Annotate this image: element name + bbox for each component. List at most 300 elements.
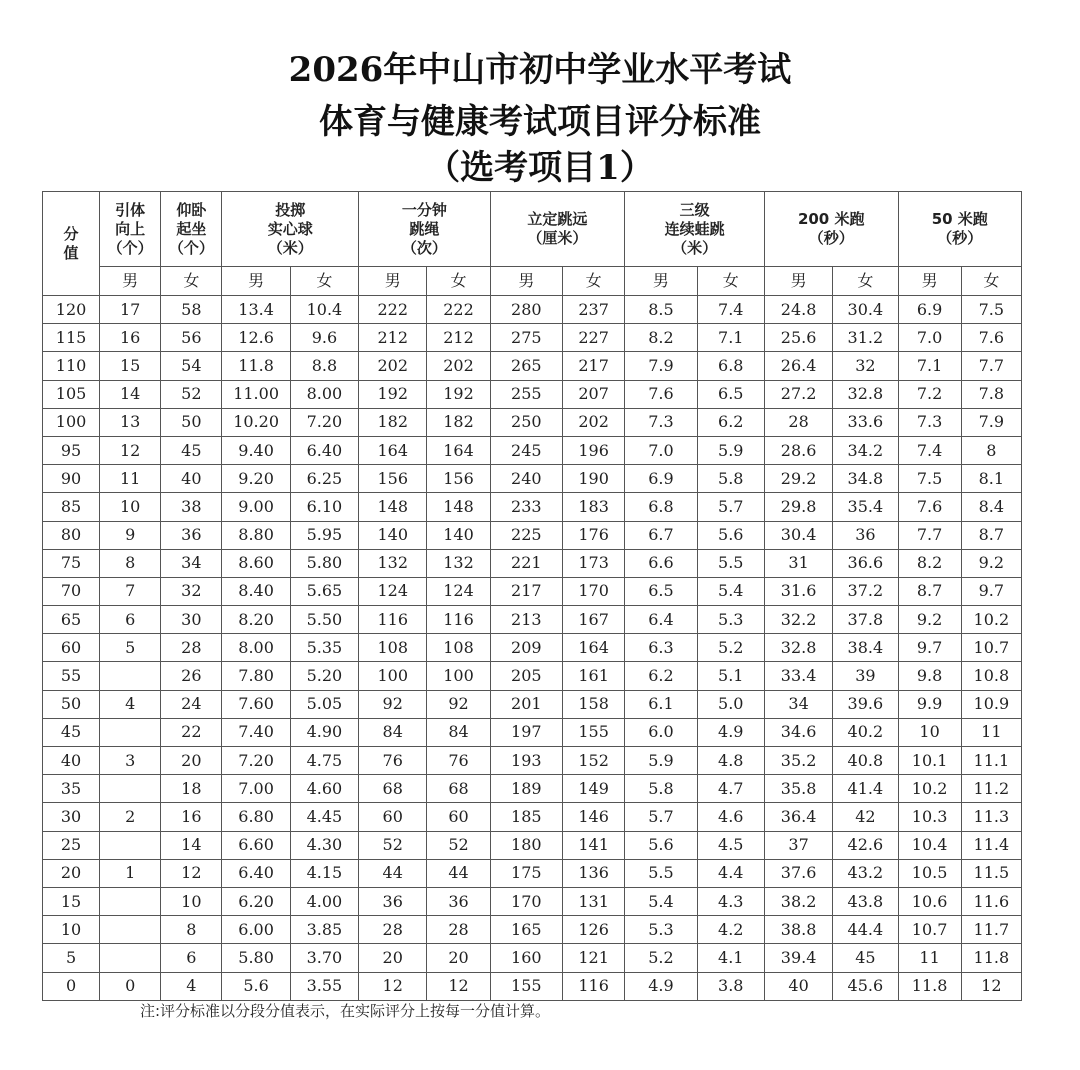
- table-cell: 131: [563, 887, 625, 915]
- table-cell: 5.35: [290, 634, 358, 662]
- table-cell: 180: [490, 831, 562, 859]
- table-row: [43, 916, 1022, 944]
- table-cell: 10.3: [898, 803, 961, 831]
- table-cell: 4.00: [290, 887, 358, 915]
- table-cell: 4.90: [290, 718, 358, 746]
- table-cell: 275: [490, 324, 562, 352]
- table-cell: 213: [490, 606, 562, 634]
- table-cell: 52: [161, 380, 222, 408]
- table-cell: 50: [161, 408, 222, 436]
- table-cell: 36: [359, 887, 427, 915]
- table-cell: 32: [161, 577, 222, 605]
- table-cell: 29.2: [764, 465, 832, 493]
- table-cell: 6.5: [697, 380, 764, 408]
- table-cell: 196: [563, 436, 625, 464]
- table-cell: 32.8: [764, 634, 832, 662]
- table-cell: 6.4: [625, 606, 697, 634]
- table-cell: 8.40: [222, 577, 290, 605]
- table-cell: 3.85: [290, 916, 358, 944]
- table-cell: 27.2: [764, 380, 832, 408]
- table-cell: 9.2: [961, 549, 1021, 577]
- table-row: [43, 606, 1022, 634]
- table-cell: 5.5: [625, 859, 697, 887]
- table-cell: 10.2: [898, 775, 961, 803]
- table-cell: 7.9: [625, 352, 697, 380]
- table-cell: 5.6: [222, 972, 290, 1000]
- table-row: [43, 324, 1022, 352]
- table-cell: 9.6: [290, 324, 358, 352]
- table-cell: 26: [161, 662, 222, 690]
- table-cell: 250: [490, 408, 562, 436]
- table-cell: [100, 662, 161, 690]
- table-cell: 9.2: [898, 606, 961, 634]
- table-cell: 37.2: [833, 577, 898, 605]
- table-cell: 167: [563, 606, 625, 634]
- table-cell: 5.4: [625, 887, 697, 915]
- table-cell: 4: [161, 972, 222, 1000]
- table-cell: 24.8: [764, 296, 832, 324]
- table-cell: 8.00: [222, 634, 290, 662]
- table-cell: 5.6: [625, 831, 697, 859]
- table-cell: 43.2: [833, 859, 898, 887]
- table-cell: 14: [161, 831, 222, 859]
- table-cell: 39: [833, 662, 898, 690]
- table-cell: 116: [359, 606, 427, 634]
- table-cell: 5.9: [625, 747, 697, 775]
- table-cell: 37: [764, 831, 832, 859]
- table-row: [43, 747, 1022, 775]
- table-cell: 5.20: [290, 662, 358, 690]
- table-cell: 25.6: [764, 324, 832, 352]
- document-title-line3: （选考项目1）: [426, 148, 654, 188]
- gender-frog-female: 女: [697, 267, 764, 296]
- table-row: [43, 296, 1022, 324]
- table-cell: 6.40: [222, 859, 290, 887]
- table-cell: [100, 831, 161, 859]
- table-cell: 11.2: [961, 775, 1021, 803]
- table-cell: 26.4: [764, 352, 832, 380]
- table-cell: 16: [100, 324, 161, 352]
- table-cell: 10.2: [961, 606, 1021, 634]
- table-cell: 39.4: [764, 944, 832, 972]
- table-cell: 5.50: [290, 606, 358, 634]
- table-cell: 60: [43, 634, 100, 662]
- table-cell: 35: [43, 775, 100, 803]
- table-cell: 6.9: [625, 465, 697, 493]
- table-cell: 31.2: [833, 324, 898, 352]
- table-cell: 40: [161, 465, 222, 493]
- table-cell: 155: [490, 972, 562, 1000]
- table-cell: 7.6: [625, 380, 697, 408]
- table-cell: 121: [563, 944, 625, 972]
- table-cell: 10.4: [290, 296, 358, 324]
- table-cell: 192: [359, 380, 427, 408]
- table-cell: 3.70: [290, 944, 358, 972]
- table-cell: 4.6: [697, 803, 764, 831]
- table-cell: 5.6: [697, 521, 764, 549]
- scoring-table: [42, 191, 1022, 1001]
- table-row: [43, 859, 1022, 887]
- table-cell: 18: [161, 775, 222, 803]
- table-cell: 4.15: [290, 859, 358, 887]
- table-cell: 7.40: [222, 718, 290, 746]
- table-cell: 126: [563, 916, 625, 944]
- table-cell: 30.4: [833, 296, 898, 324]
- table-cell: 164: [427, 436, 490, 464]
- table-cell: 52: [427, 831, 490, 859]
- table-cell: 33.4: [764, 662, 832, 690]
- table-cell: 8.80: [222, 521, 290, 549]
- table-cell: 100: [43, 408, 100, 436]
- table-cell: 7.4: [697, 296, 764, 324]
- table-cell: 152: [563, 747, 625, 775]
- gender-jump-male: 男: [490, 267, 562, 296]
- table-cell: 5.80: [290, 549, 358, 577]
- table-cell: 148: [359, 493, 427, 521]
- table-row: [43, 718, 1022, 746]
- table-cell: 6.0: [625, 718, 697, 746]
- table-cell: 11.8: [898, 972, 961, 1000]
- table-cell: 149: [563, 775, 625, 803]
- table-cell: 52: [359, 831, 427, 859]
- table-cell: 6.60: [222, 831, 290, 859]
- table-cell: 207: [563, 380, 625, 408]
- table-cell: 160: [490, 944, 562, 972]
- table-cell: 54: [161, 352, 222, 380]
- document-title-line2: 体育与健康考试项目评分标准: [319, 102, 761, 142]
- table-cell: 34.6: [764, 718, 832, 746]
- table-cell: 5.7: [625, 803, 697, 831]
- table-cell: 20: [43, 859, 100, 887]
- header-50m-run: 50 米跑 （秒）: [898, 192, 1022, 267]
- table-cell: 12: [100, 436, 161, 464]
- table-cell: 148: [427, 493, 490, 521]
- table-cell: 155: [563, 718, 625, 746]
- table-cell: 202: [427, 352, 490, 380]
- header-standing-long-jump: 立定跳远 （厘米）: [490, 192, 625, 267]
- table-cell: 255: [490, 380, 562, 408]
- table-cell: 10.20: [222, 408, 290, 436]
- table-cell: 85: [43, 493, 100, 521]
- table-cell: 35.2: [764, 747, 832, 775]
- table-cell: 33.6: [833, 408, 898, 436]
- table-cell: 6.7: [625, 521, 697, 549]
- table-row: [43, 831, 1022, 859]
- table-row: [43, 436, 1022, 464]
- table-cell: 28: [359, 916, 427, 944]
- table-cell: 7: [100, 577, 161, 605]
- table-cell: 11.6: [961, 887, 1021, 915]
- table-cell: 11.00: [222, 380, 290, 408]
- table-cell: 90: [43, 465, 100, 493]
- gender-200m-female: 女: [833, 267, 898, 296]
- table-cell: 6.8: [697, 352, 764, 380]
- table-cell: 6.20: [222, 887, 290, 915]
- table-cell: 92: [427, 690, 490, 718]
- table-cell: 6.1: [625, 690, 697, 718]
- table-row: [43, 352, 1022, 380]
- table-cell: 39.6: [833, 690, 898, 718]
- table-cell: 40: [43, 747, 100, 775]
- table-cell: 9.9: [898, 690, 961, 718]
- table-cell: 84: [359, 718, 427, 746]
- header-frog-jump: 三级 连续蛙跳 （米）: [625, 192, 765, 267]
- table-cell: 4.4: [697, 859, 764, 887]
- table-cell: 105: [43, 380, 100, 408]
- table-cell: 9.7: [961, 577, 1021, 605]
- footnote: 注:评分标准以分段分值表示，在实际评分上按每一分值计算。: [140, 1002, 551, 1020]
- table-cell: 10.8: [961, 662, 1021, 690]
- table-cell: 100: [427, 662, 490, 690]
- table-cell: 8: [161, 916, 222, 944]
- table-cell: 44: [427, 859, 490, 887]
- table-cell: 212: [427, 324, 490, 352]
- table-cell: 7.00: [222, 775, 290, 803]
- table-cell: 222: [359, 296, 427, 324]
- table-cell: 12: [359, 972, 427, 1000]
- table-cell: 7.2: [898, 380, 961, 408]
- table-row: [43, 972, 1022, 1000]
- table-cell: 9: [100, 521, 161, 549]
- table-cell: 36: [427, 887, 490, 915]
- table-cell: 237: [563, 296, 625, 324]
- table-cell: 173: [563, 549, 625, 577]
- table-cell: 5.1: [697, 662, 764, 690]
- table-cell: 38: [161, 493, 222, 521]
- table-cell: 7.9: [961, 408, 1021, 436]
- table-cell: 100: [359, 662, 427, 690]
- table-cell: 185: [490, 803, 562, 831]
- table-cell: 6.25: [290, 465, 358, 493]
- table-cell: 7.4: [898, 436, 961, 464]
- table-cell: 5.65: [290, 577, 358, 605]
- table-cell: 11.5: [961, 859, 1021, 887]
- table-cell: 38.8: [764, 916, 832, 944]
- table-cell: 6.2: [697, 408, 764, 436]
- table-cell: 30: [43, 803, 100, 831]
- table-cell: 7.6: [961, 324, 1021, 352]
- table-cell: 7.20: [290, 408, 358, 436]
- table-cell: 6.80: [222, 803, 290, 831]
- table-cell: 4.2: [697, 916, 764, 944]
- gender-pullup-male: 男: [100, 267, 161, 296]
- table-cell: 176: [563, 521, 625, 549]
- table-cell: 4.30: [290, 831, 358, 859]
- table-cell: 202: [563, 408, 625, 436]
- table-cell: 10: [898, 718, 961, 746]
- gender-ball-female: 女: [290, 267, 358, 296]
- table-cell: 4.60: [290, 775, 358, 803]
- table-cell: 10.5: [898, 859, 961, 887]
- table-cell: 13: [100, 408, 161, 436]
- table-cell: 68: [359, 775, 427, 803]
- table-cell: 6.9: [898, 296, 961, 324]
- table-cell: 36: [161, 521, 222, 549]
- table-cell: [100, 887, 161, 915]
- table-cell: 221: [490, 549, 562, 577]
- table-cell: 7.3: [898, 408, 961, 436]
- table-cell: 8: [100, 549, 161, 577]
- table-cell: 7.5: [898, 465, 961, 493]
- table-cell: 5.5: [697, 549, 764, 577]
- table-cell: 5.7: [697, 493, 764, 521]
- table-row: [43, 634, 1022, 662]
- table-cell: 5.4: [697, 577, 764, 605]
- table-cell: 5: [43, 944, 100, 972]
- table-cell: 92: [359, 690, 427, 718]
- table-cell: 36.6: [833, 549, 898, 577]
- gender-rope-female: 女: [427, 267, 490, 296]
- table-cell: 8.60: [222, 549, 290, 577]
- table-cell: 10.6: [898, 887, 961, 915]
- table-cell: 158: [563, 690, 625, 718]
- table-cell: 55: [43, 662, 100, 690]
- table-cell: 11: [961, 718, 1021, 746]
- header-row: [43, 192, 1022, 267]
- table-cell: 8.2: [625, 324, 697, 352]
- table-cell: 6: [100, 606, 161, 634]
- table-cell: 35.4: [833, 493, 898, 521]
- table-cell: 164: [563, 634, 625, 662]
- table-cell: 4.9: [625, 972, 697, 1000]
- table-cell: 9.7: [898, 634, 961, 662]
- table-cell: 7.7: [961, 352, 1021, 380]
- gender-frog-male: 男: [625, 267, 697, 296]
- table-cell: 45: [161, 436, 222, 464]
- table-cell: 36: [833, 521, 898, 549]
- header-medicine-ball: 投掷 实心球 （米）: [222, 192, 359, 267]
- table-cell: 24: [161, 690, 222, 718]
- gender-ball-male: 男: [222, 267, 290, 296]
- table-cell: 7.20: [222, 747, 290, 775]
- table-cell: 280: [490, 296, 562, 324]
- table-cell: 58: [161, 296, 222, 324]
- table-cell: 37.8: [833, 606, 898, 634]
- table-cell: 183: [563, 493, 625, 521]
- table-cell: 190: [563, 465, 625, 493]
- table-cell: 5.3: [697, 606, 764, 634]
- table-cell: 115: [43, 324, 100, 352]
- table-cell: [100, 775, 161, 803]
- table-cell: 5.2: [625, 944, 697, 972]
- table-cell: 3.55: [290, 972, 358, 1000]
- table-cell: 95: [43, 436, 100, 464]
- table-cell: 175: [490, 859, 562, 887]
- table-cell: 116: [427, 606, 490, 634]
- table-cell: 225: [490, 521, 562, 549]
- gender-rope-male: 男: [359, 267, 427, 296]
- table-cell: 170: [490, 887, 562, 915]
- table-cell: 6.00: [222, 916, 290, 944]
- table-cell: 165: [490, 916, 562, 944]
- gender-50m-male: 男: [898, 267, 961, 296]
- table-cell: 30: [161, 606, 222, 634]
- table-cell: 120: [43, 296, 100, 324]
- table-cell: 116: [563, 972, 625, 1000]
- table-cell: 15: [100, 352, 161, 380]
- table-cell: 20: [359, 944, 427, 972]
- table-cell: 11: [898, 944, 961, 972]
- table-cell: 140: [427, 521, 490, 549]
- table-row: [43, 577, 1022, 605]
- table-cell: 5.3: [625, 916, 697, 944]
- table-row: [43, 380, 1022, 408]
- table-cell: 44.4: [833, 916, 898, 944]
- table-cell: 28: [161, 634, 222, 662]
- table-cell: 56: [161, 324, 222, 352]
- table-cell: 40.2: [833, 718, 898, 746]
- table-cell: 7.80: [222, 662, 290, 690]
- table-cell: 20: [161, 747, 222, 775]
- table-cell: 6.40: [290, 436, 358, 464]
- table-cell: 15: [43, 887, 100, 915]
- table-cell: 28.6: [764, 436, 832, 464]
- table-cell: 12.6: [222, 324, 290, 352]
- table-cell: 222: [427, 296, 490, 324]
- table-cell: 45.6: [833, 972, 898, 1000]
- table-cell: 45: [43, 718, 100, 746]
- table-cell: 60: [359, 803, 427, 831]
- gender-50m-female: 女: [961, 267, 1021, 296]
- table-row: [43, 662, 1022, 690]
- table-cell: 75: [43, 549, 100, 577]
- table-cell: 42.6: [833, 831, 898, 859]
- table-cell: 156: [427, 465, 490, 493]
- table-cell: 5: [100, 634, 161, 662]
- table-cell: 40: [764, 972, 832, 1000]
- table-cell: 40.8: [833, 747, 898, 775]
- table-cell: 8.00: [290, 380, 358, 408]
- table-cell: 8.20: [222, 606, 290, 634]
- table-cell: 4.3: [697, 887, 764, 915]
- table-cell: 189: [490, 775, 562, 803]
- table-cell: 9.00: [222, 493, 290, 521]
- table-cell: 170: [563, 577, 625, 605]
- table-cell: 182: [359, 408, 427, 436]
- table-cell: 34.2: [833, 436, 898, 464]
- table-cell: 5.95: [290, 521, 358, 549]
- table-cell: 14: [100, 380, 161, 408]
- table-cell: 10.9: [961, 690, 1021, 718]
- table-cell: [100, 718, 161, 746]
- table-cell: 0: [100, 972, 161, 1000]
- table-cell: 7.60: [222, 690, 290, 718]
- table-cell: 10: [100, 493, 161, 521]
- table-cell: 11: [100, 465, 161, 493]
- table-cell: 37.6: [764, 859, 832, 887]
- table-cell: 146: [563, 803, 625, 831]
- table-cell: 41.4: [833, 775, 898, 803]
- table-cell: 5.9: [697, 436, 764, 464]
- table-cell: 28: [764, 408, 832, 436]
- table-cell: 141: [563, 831, 625, 859]
- table-cell: 205: [490, 662, 562, 690]
- table-cell: 12: [427, 972, 490, 1000]
- table-cell: 34.8: [833, 465, 898, 493]
- table-cell: 240: [490, 465, 562, 493]
- table-cell: 110: [43, 352, 100, 380]
- table-cell: 124: [427, 577, 490, 605]
- table-cell: 197: [490, 718, 562, 746]
- table-cell: [100, 916, 161, 944]
- table-cell: 36.4: [764, 803, 832, 831]
- header-situp: 仰卧 起坐 （个）: [161, 192, 222, 267]
- gender-jump-female: 女: [563, 267, 625, 296]
- table-cell: 217: [563, 352, 625, 380]
- table-cell: 132: [359, 549, 427, 577]
- table-cell: 8.5: [625, 296, 697, 324]
- table-cell: 7.6: [898, 493, 961, 521]
